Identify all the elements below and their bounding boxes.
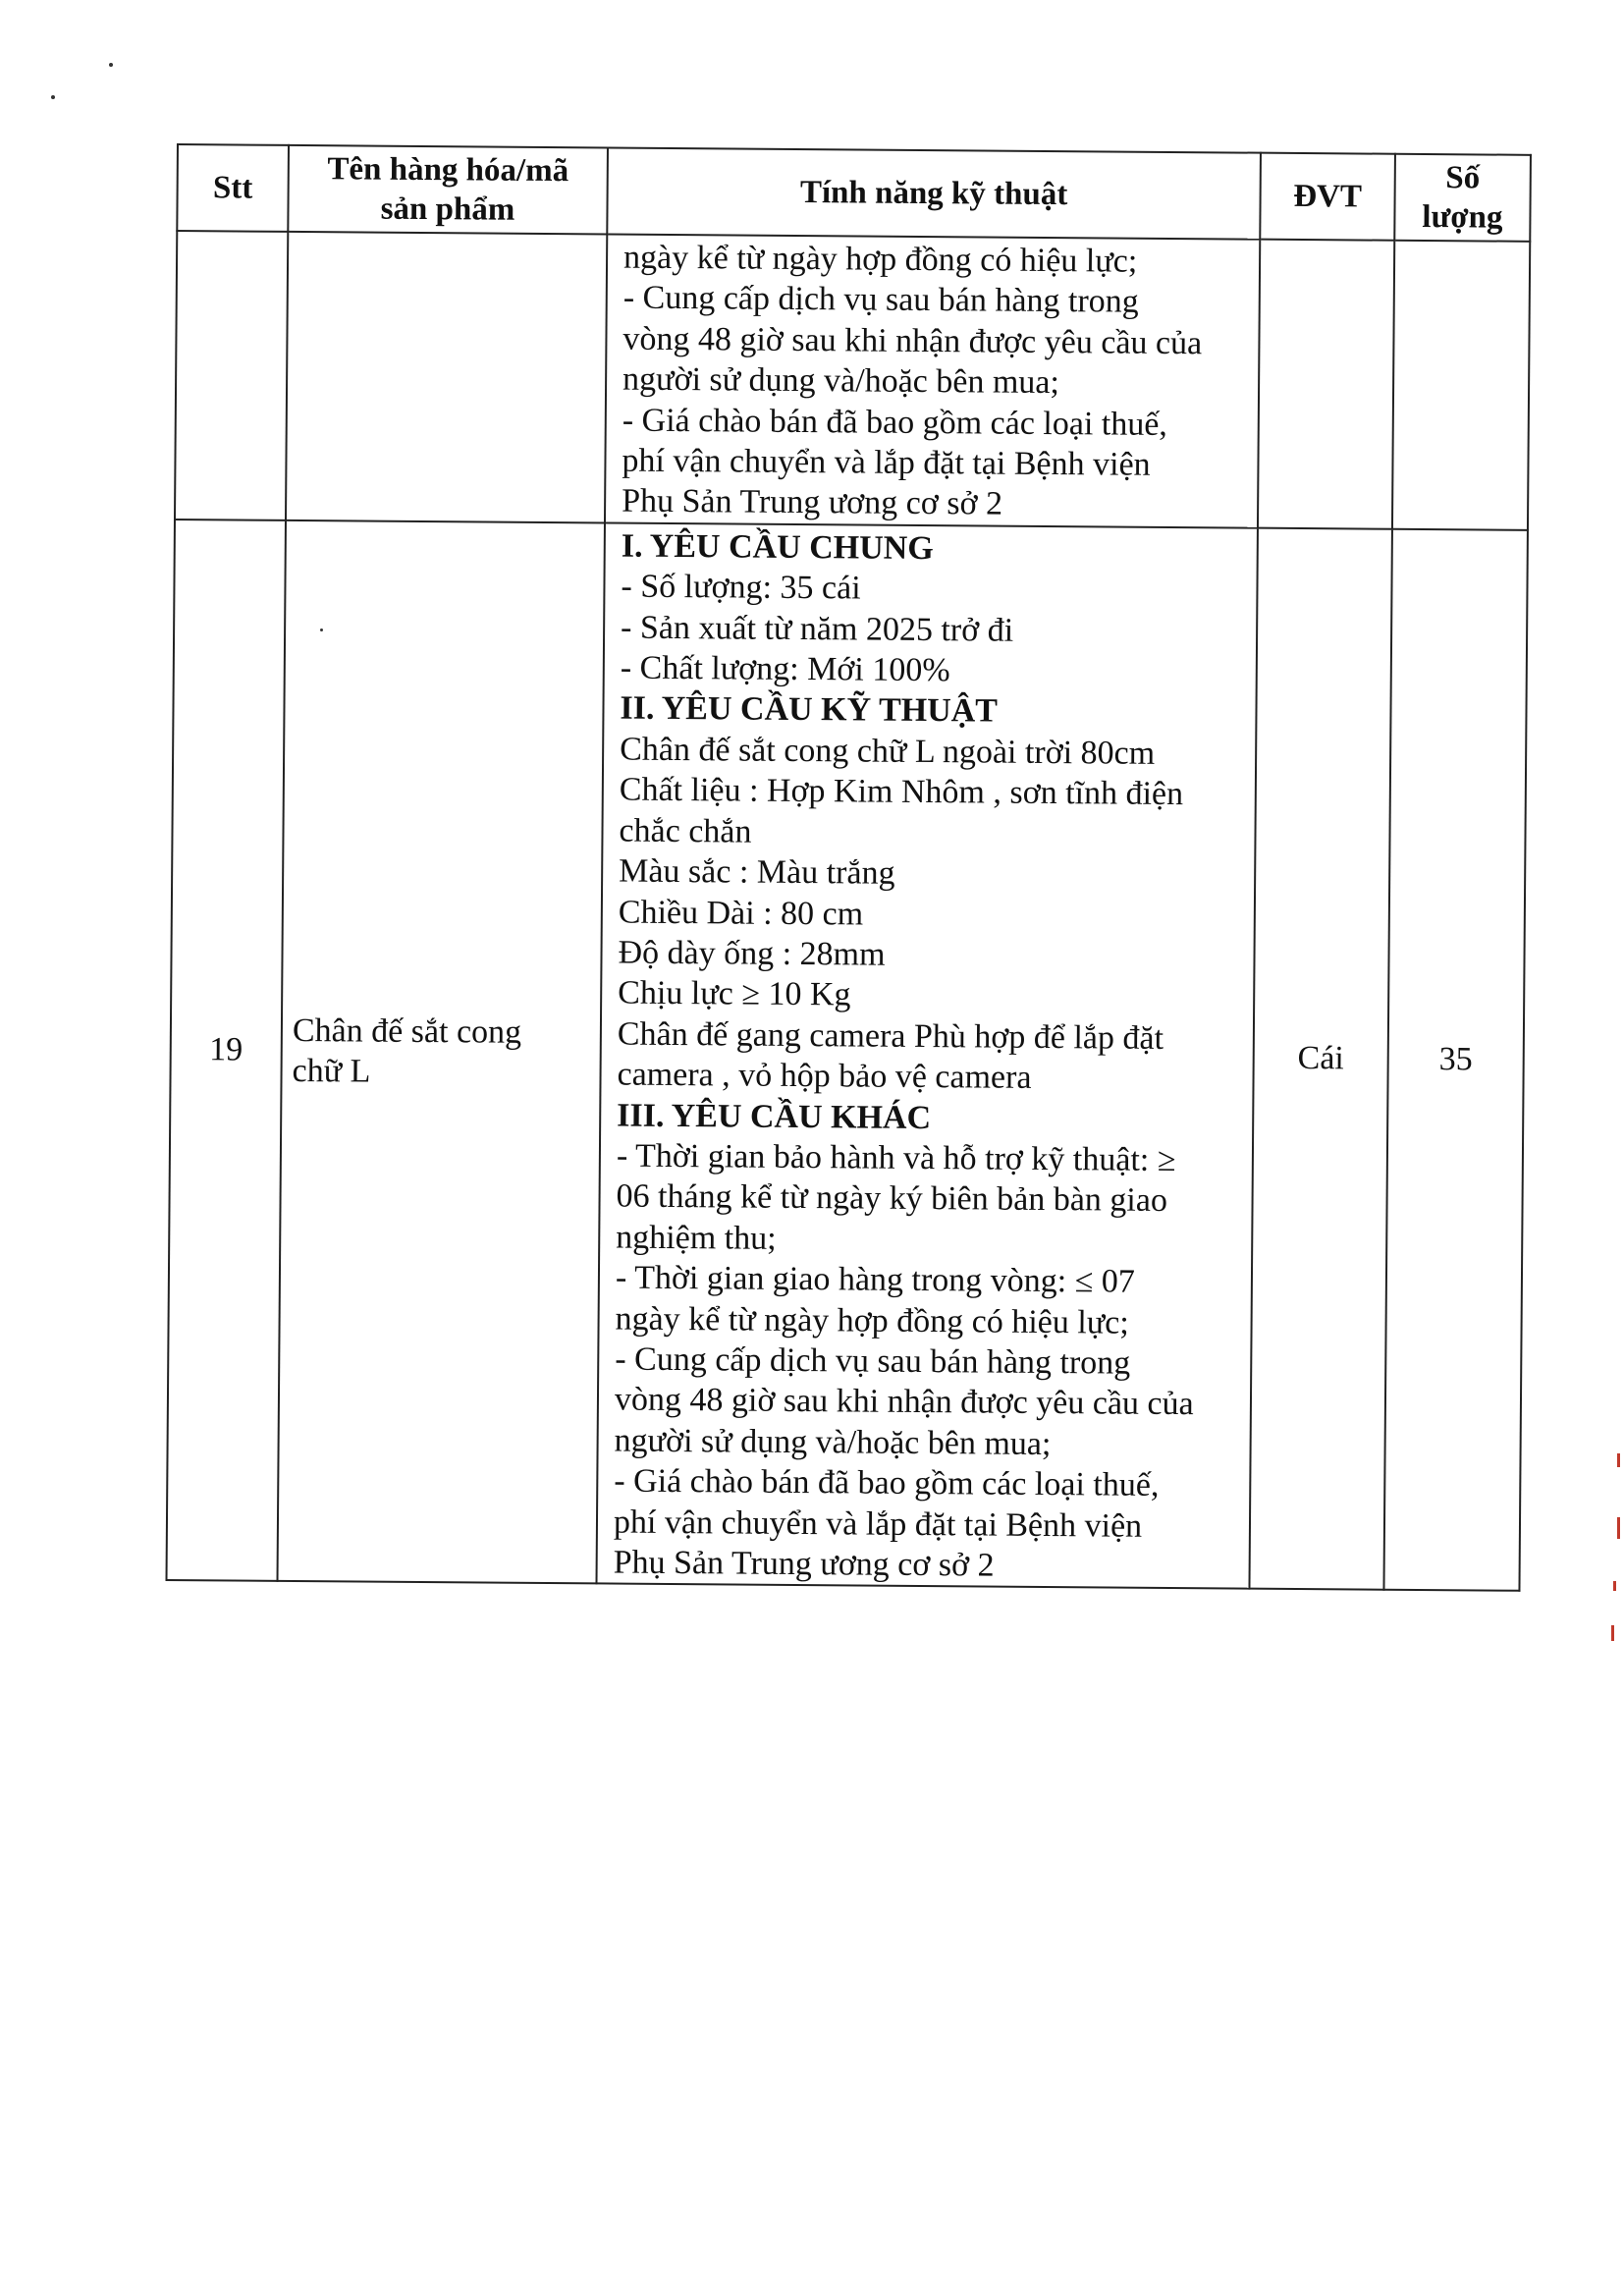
spec-line: - Cung cấp dịch vụ sau bán hàng trong <box>623 279 1139 321</box>
header-product-name-line2: sản phẩm <box>380 191 515 228</box>
spec-line: vòng 48 giờ sau khi nhận được yêu cầu của <box>623 320 1203 362</box>
spec-line: ngày kể từ ngày hợp đồng có hiệu lực; <box>615 1300 1129 1341</box>
spec-line: Độ dày ống : 28mm <box>618 934 886 973</box>
cell-quantity: 35 <box>1383 529 1527 1592</box>
cell-technical <box>596 522 1257 1589</box>
spec-line: Phụ Sản Trung ương cơ sở 2 <box>613 1544 995 1584</box>
spec-line: - Sản xuất từ năm 2025 trở đi <box>620 609 1014 649</box>
edge-mark <box>1617 1453 1620 1467</box>
spec-line: chắc chắn <box>619 812 752 850</box>
edge-mark <box>1613 1581 1616 1591</box>
spec-line: người sử dụng và/hoặc bên mua; <box>614 1422 1052 1462</box>
scan-speck <box>109 63 113 67</box>
spec-line: Chiều Dài : 80 cm <box>618 894 864 933</box>
spec-line: phí vận chuyển và lắp đặt tại Bệnh viện <box>613 1503 1143 1545</box>
header-quantity-line2: lượng <box>1422 198 1503 236</box>
spec-line: - Cung cấp dịch vụ sau bán hàng trong <box>615 1340 1131 1382</box>
table-row-continued <box>175 231 1530 530</box>
cell-stt: 19 <box>167 519 286 1581</box>
spec-heading: II. YÊU CẦU KỸ THUẬT <box>620 690 999 731</box>
cell-unit: Cái <box>1249 528 1391 1591</box>
header-product-name <box>288 145 608 235</box>
spec-line: Chất liệu : Hợp Kim Nhôm , sơn tĩnh điện <box>619 771 1184 813</box>
scan-speck <box>51 95 55 99</box>
spec-line: Chân đế sắt cong chữ L ngoài trời 80cm <box>620 731 1156 772</box>
cell-quantity-empty <box>1392 241 1530 530</box>
spec-line: nghiệm thu; <box>616 1219 777 1257</box>
cell-stt-empty <box>175 231 288 520</box>
header-technical: Tính năng kỹ thuật <box>607 147 1261 239</box>
cell-product-name <box>278 520 605 1584</box>
header-quantity-line1: Số <box>1445 160 1481 196</box>
product-name-line1: Chân đế sắt cong <box>292 1012 522 1051</box>
header-stt: Stt <box>177 144 289 232</box>
product-name-line2: chữ L <box>292 1053 371 1090</box>
spec-line: - Giá chào bán đã bao gồm các loại thuế, <box>622 402 1168 443</box>
spec-line: người sử dụng và/hoặc bên mua; <box>622 360 1060 402</box>
spec-line: - Giá chào bán đã bao gồm các loại thuế, <box>614 1462 1160 1504</box>
spec-line: 06 tháng kể từ ngày ký biên bản bàn giao <box>616 1177 1168 1220</box>
table-header-row <box>177 144 1531 242</box>
spec-line: Màu sắc : Màu trắng <box>619 852 895 892</box>
spec-table <box>165 143 1531 1592</box>
edge-mark <box>1617 1517 1620 1539</box>
spec-line: - Thời gian giao hàng trong vòng: ≤ 07 <box>615 1259 1136 1300</box>
spec-line: ngày kể từ ngày hợp đồng có hiệu lực; <box>623 239 1138 280</box>
cell-unit-empty <box>1258 240 1394 529</box>
spec-line: Chịu lực ≥ 10 Kg <box>618 974 851 1013</box>
spec-heading: I. YÊU CẦU CHUNG <box>621 527 934 567</box>
table-row-19 <box>167 519 1528 1591</box>
spec-line: - Chất lượng: Mới 100% <box>620 649 950 689</box>
spec-heading: III. YÊU CẦU KHÁC <box>617 1097 932 1136</box>
spec-line: - Số lượng: 35 cái <box>621 568 861 607</box>
spec-line: - Thời gian bảo hành và hỗ trợ kỹ thuật: ≥ <box>616 1137 1176 1178</box>
cell-technical-continued <box>605 234 1260 527</box>
header-product-name-line1: Tên hàng hóa/mã <box>327 151 569 190</box>
header-quantity <box>1394 154 1531 242</box>
edge-mark <box>1611 1625 1614 1641</box>
spec-line: phí vận chuyển và lắp đặt tại Bệnh viện <box>622 442 1151 483</box>
spec-line: vòng 48 giờ sau khi nhận được yêu cầu của <box>614 1381 1194 1423</box>
spec-line: Phụ Sản Trung ương cơ sở 2 <box>622 483 1003 523</box>
spec-line: Chân đế gang camera Phù hợp để lắp đặt <box>617 1015 1164 1057</box>
cell-name-empty <box>286 232 607 522</box>
header-unit: ĐVT <box>1260 153 1395 241</box>
spec-line: camera , vỏ hộp bảo vệ camera <box>617 1056 1032 1096</box>
